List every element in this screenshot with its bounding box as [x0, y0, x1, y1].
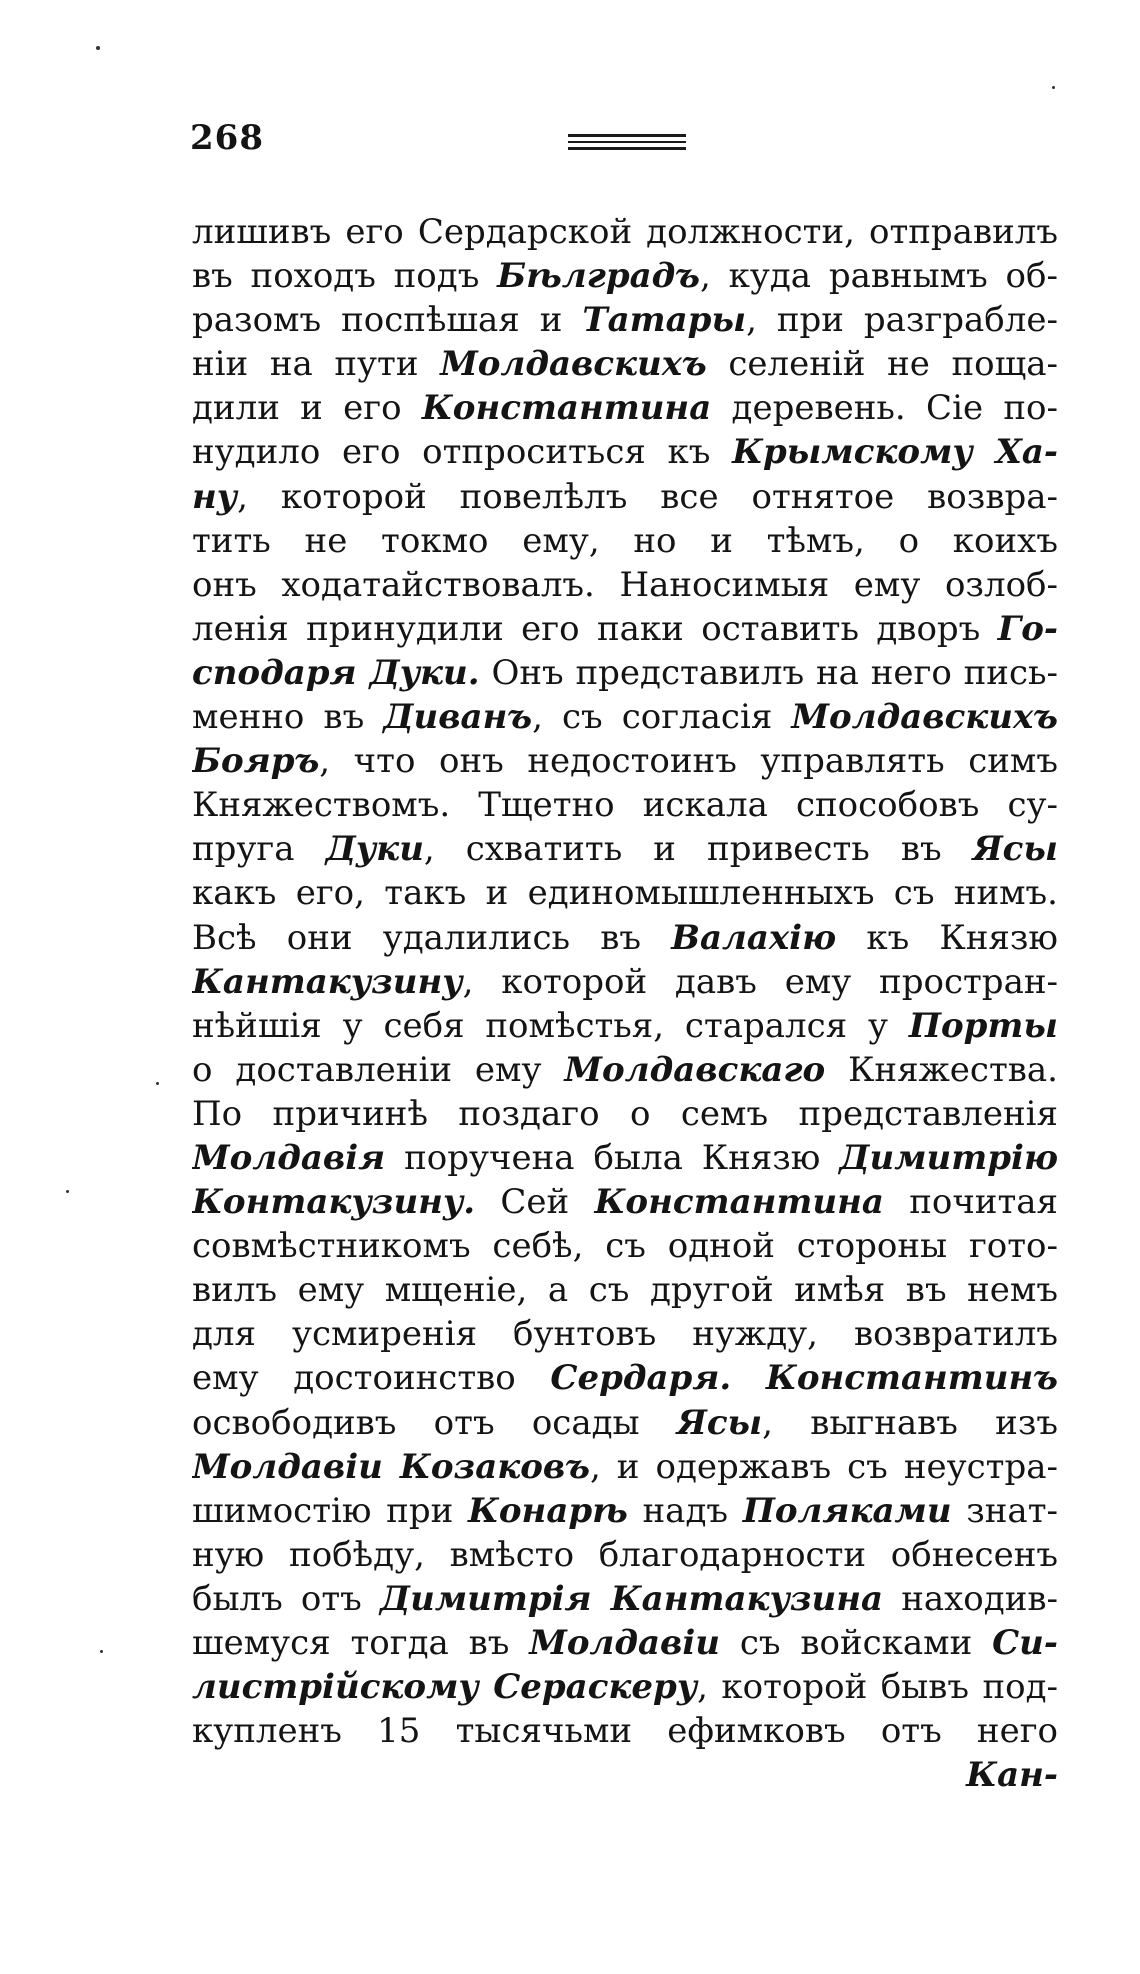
emphasized-text: Молдавiя — [192, 1137, 386, 1178]
scan-speck — [100, 1650, 103, 1653]
text-segment: Сей — [475, 1182, 595, 1223]
text-segment: , при разграбле- — [746, 300, 1058, 341]
page-number: 268 — [190, 118, 264, 158]
emphasized-text: сподаря Дуки. — [192, 652, 480, 693]
text-segment: о доставленiи ему — [192, 1049, 565, 1090]
text-line — [192, 430, 1058, 474]
text-segment: пруга — [192, 829, 326, 870]
text-segment: съ войсками — [720, 1623, 993, 1663]
text-line — [192, 1268, 1058, 1312]
emphasized-text: Константинъ — [765, 1358, 1058, 1399]
text-segment: Княжества. — [825, 1049, 1058, 1090]
text-line — [192, 254, 1058, 298]
text-line — [192, 783, 1058, 827]
body-text — [192, 210, 1058, 1797]
text-segment: для усмиренiя бунтовъ нужду, возвратилъ — [192, 1314, 1058, 1355]
emphasized-text: Димитрiя Кантакузина — [379, 1578, 884, 1619]
text-line — [192, 1401, 1058, 1445]
text-segment: , съ согласiя — [532, 697, 792, 738]
text-segment: менно въ — [192, 697, 384, 738]
text-segment: По причинѣ поздаго о семъ представленiя — [192, 1093, 1058, 1134]
text-segment: селенiй не поща- — [706, 344, 1058, 385]
emphasized-text: Си- — [992, 1623, 1058, 1663]
text-line — [192, 342, 1058, 386]
emphasized-text: Димитрiю — [839, 1137, 1058, 1178]
text-segment: нѣйшiя у себя помѣстья, старался у — [192, 1005, 909, 1046]
emphasized-text: листрiйскому Сераскеру — [192, 1667, 698, 1708]
text-line — [192, 871, 1058, 915]
text-segment: шимостiю при — [192, 1490, 468, 1531]
emphasized-text: Молдавскихъ — [791, 697, 1058, 738]
emphasized-text: Сердаря. — [550, 1358, 732, 1399]
text-line — [192, 210, 1058, 254]
scan-speck — [156, 1082, 159, 1085]
emphasized-text: Конарѣ — [467, 1490, 628, 1531]
emphasized-text: Ясы — [676, 1402, 763, 1443]
text-line — [192, 1224, 1058, 1268]
text-segment: разомъ поспѣшая и — [192, 300, 583, 341]
emphasized-text: Константина — [594, 1182, 884, 1223]
catchword: Кан- — [966, 1755, 1058, 1796]
text-line — [192, 1709, 1058, 1753]
text-segment: ленiя принудили его паки оставить дворъ — [192, 608, 998, 649]
text-line — [192, 475, 1058, 519]
text-line — [192, 651, 1058, 695]
text-segment: лишивъ его Сердарской должности, отправилъ — [192, 212, 1058, 252]
emphasized-text: Валахiю — [671, 917, 837, 958]
text-line — [192, 519, 1058, 563]
text-segment: въ походъ подъ — [192, 256, 498, 297]
scan-speck — [66, 1190, 69, 1193]
emphasized-text: Крымскому Ха- — [732, 432, 1058, 473]
text-segment: совмѣстникомъ себѣ, съ одной стороны гото- — [192, 1226, 1058, 1267]
text-segment: къ Князю — [836, 917, 1058, 958]
scan-speck — [96, 46, 100, 50]
text-segment: деревень. Сiе по- — [711, 388, 1058, 429]
text-line — [192, 827, 1058, 871]
text-segment: почитая — [883, 1182, 1058, 1223]
text-segment: находив- — [883, 1578, 1058, 1619]
text-segment: , выгнавъ изъ — [762, 1402, 1058, 1443]
emphasized-text: Бѣлградъ — [497, 256, 701, 297]
text-segment: дили и его — [192, 388, 422, 429]
text-line — [192, 1489, 1058, 1533]
emphasized-text: Молдавiи — [529, 1623, 721, 1663]
text-line — [192, 1004, 1058, 1048]
emphasized-text: Ясы — [972, 829, 1058, 870]
text-line — [192, 298, 1058, 342]
text-line — [192, 1180, 1058, 1224]
text-line — [192, 1665, 1058, 1709]
text-segment: купленъ 15 тысячьми ефимковъ отъ него — [192, 1711, 1058, 1752]
text-line — [192, 1445, 1058, 1489]
text-line — [192, 386, 1058, 430]
emphasized-text: Бояръ — [192, 741, 320, 782]
text-line — [192, 1048, 1058, 1092]
emphasized-text: Дуки — [325, 829, 424, 870]
text-segment: освободивъ отъ осады — [192, 1402, 677, 1443]
text-segment: нудило его отпроситься къ — [192, 432, 733, 473]
text-segment: Онъ представилъ на него пись- — [479, 652, 1058, 693]
emphasized-text: Кантакузину — [192, 961, 463, 1002]
text-line — [192, 916, 1058, 960]
text-segment: , схватить и привесть въ — [423, 829, 973, 870]
text-segment: Всѣ они удалились въ — [192, 917, 672, 958]
text-line — [192, 1356, 1058, 1400]
text-segment: , которой бывъ под- — [697, 1667, 1058, 1708]
header-rule-line — [568, 141, 686, 143]
text-line — [192, 1312, 1058, 1356]
text-line — [192, 607, 1058, 651]
emphasized-text: Татары — [582, 300, 747, 341]
emphasized-text: Го- — [997, 608, 1058, 649]
text-line — [192, 1577, 1058, 1621]
emphasized-text: Поляками — [742, 1490, 952, 1531]
text-line — [192, 1136, 1058, 1180]
text-segment: какъ его, такъ и единомышленныхъ съ нимъ. — [192, 873, 1058, 914]
text-line — [192, 695, 1058, 739]
text-segment — [731, 1358, 766, 1398]
text-line — [192, 1533, 1058, 1577]
emphasized-text: Молдавскаго — [564, 1049, 826, 1090]
emphasized-text: Диванъ — [383, 697, 533, 738]
text-segment: , что онъ недостоинъ управлять симъ — [319, 741, 1058, 782]
emphasized-text: Молдавiи Козаковъ — [192, 1446, 590, 1487]
emphasized-text: Константина — [421, 388, 712, 429]
text-segment: шемуся тогда въ — [192, 1623, 530, 1663]
text-segment: былъ отъ — [192, 1578, 380, 1619]
header-rule — [568, 134, 686, 154]
text-segment: вилъ ему мщенiе, а съ другой имѣя въ немъ — [192, 1270, 1058, 1311]
text-segment: ему достоинство — [192, 1358, 551, 1399]
header-rule-line — [568, 147, 686, 150]
text-line — [192, 1621, 1058, 1665]
text-segment: , куда равнымъ об- — [700, 256, 1058, 297]
emphasized-text: Порты — [908, 1005, 1058, 1046]
text-segment: поручена была Князю — [385, 1137, 840, 1178]
text-segment: , которой давъ ему простран- — [462, 961, 1058, 1002]
text-segment: надъ — [627, 1490, 743, 1531]
text-segment: ную побѣду, вмѣсто благодарности обнесенъ — [192, 1534, 1058, 1575]
text-line — [192, 739, 1058, 783]
header-rule-line — [568, 134, 686, 137]
text-segment: , которой повелѣлъ все отнятое возвра- — [237, 476, 1058, 517]
emphasized-text: Контакузину. — [192, 1182, 476, 1223]
text-segment: нiи на пути — [192, 344, 441, 385]
text-line — [192, 563, 1058, 607]
text-segment: тить не токмо ему, но и тѣмъ, о коихъ — [192, 520, 1058, 561]
text-segment: , и одержавъ съ неустра- — [589, 1446, 1058, 1487]
emphasized-text: ну — [192, 476, 238, 517]
text-line — [192, 960, 1058, 1004]
text-segment: онъ ходатайствовалъ. Наносимыя ему озлоб- — [192, 564, 1058, 605]
text-segment: Княжествомъ. Тщетно искала способовъ су- — [192, 785, 1058, 826]
text-line — [192, 1092, 1058, 1136]
emphasized-text: Молдавскихъ — [440, 344, 707, 385]
text-segment: знат- — [951, 1490, 1058, 1531]
scan-speck — [1052, 86, 1055, 89]
